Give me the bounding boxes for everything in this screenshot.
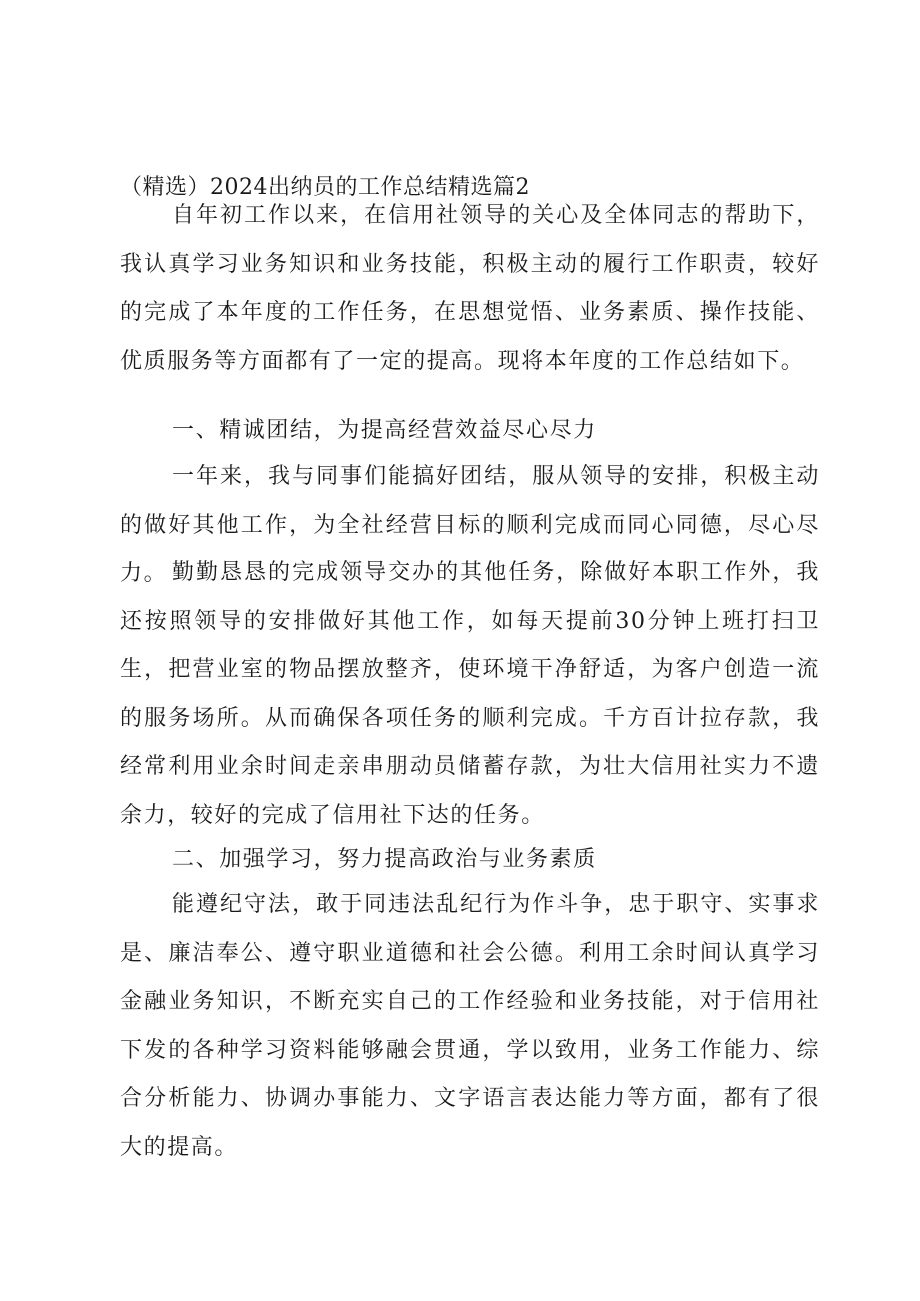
paragraph-intro: 自年初工作以来，在信用社领导的关心及全体同志的帮助下，我认真学习业务知识和业务技能，积极主动的履行工作职责，较好的完成了本年度的工作任务，在思想觉悟、业务素质、操作技能、优质服务等方面都有了一定的提高。现将本年度的工作总结如下。 <box>120 203 820 374</box>
section-heading-1: 一、精诚团结，为提高经营效益尽心尽力 <box>172 418 597 443</box>
paragraph-duties: 勤勤恳恳的完成领导交办的其他任务，除做好本职工作外，我还按照领导的安排做好其他工作，如每天提前30分钟上班打扫卫生，把营业室的物品摆放整齐，使环境干净舒适，为客户创造一流的服务场所。从而确保各项任务的顺利完成。千方百计拉存款，我经常利用业余时间走亲串朋动员储蓄存款，为壮大信用社实力不遗余力，较好的完成了信用社下达的任务。 <box>120 560 820 828</box>
paragraph-teamwork: 一年来，我与同事们能搞好团结，服从领导的安排，积极主动的做好其他工作，为全社经营目标的顺利完成而同心同德，尽心尽力。 <box>120 464 820 586</box>
document-title: （精选）2024出纳员的工作总结精选篇2 <box>120 175 530 200</box>
section-heading-2: 二、加强学习，努力提高政治与业务素质 <box>172 847 597 872</box>
paragraph-study: 能遵纪守法，敢于同违法乱纪行为作斗争，忠于职守、实事求是、廉洁奉公、遵守职业道德和社会公德。利用工余时间认真学习金融业务知识，不断充实自己的工作经验和业务技能，对于信用社下发的各种学习资料能够融会贯通，学以致用，业务工作能力、综合分析能力、协调办事能力、文字语言表达能力等方面，都有了很大的提高。 <box>120 892 820 1160</box>
